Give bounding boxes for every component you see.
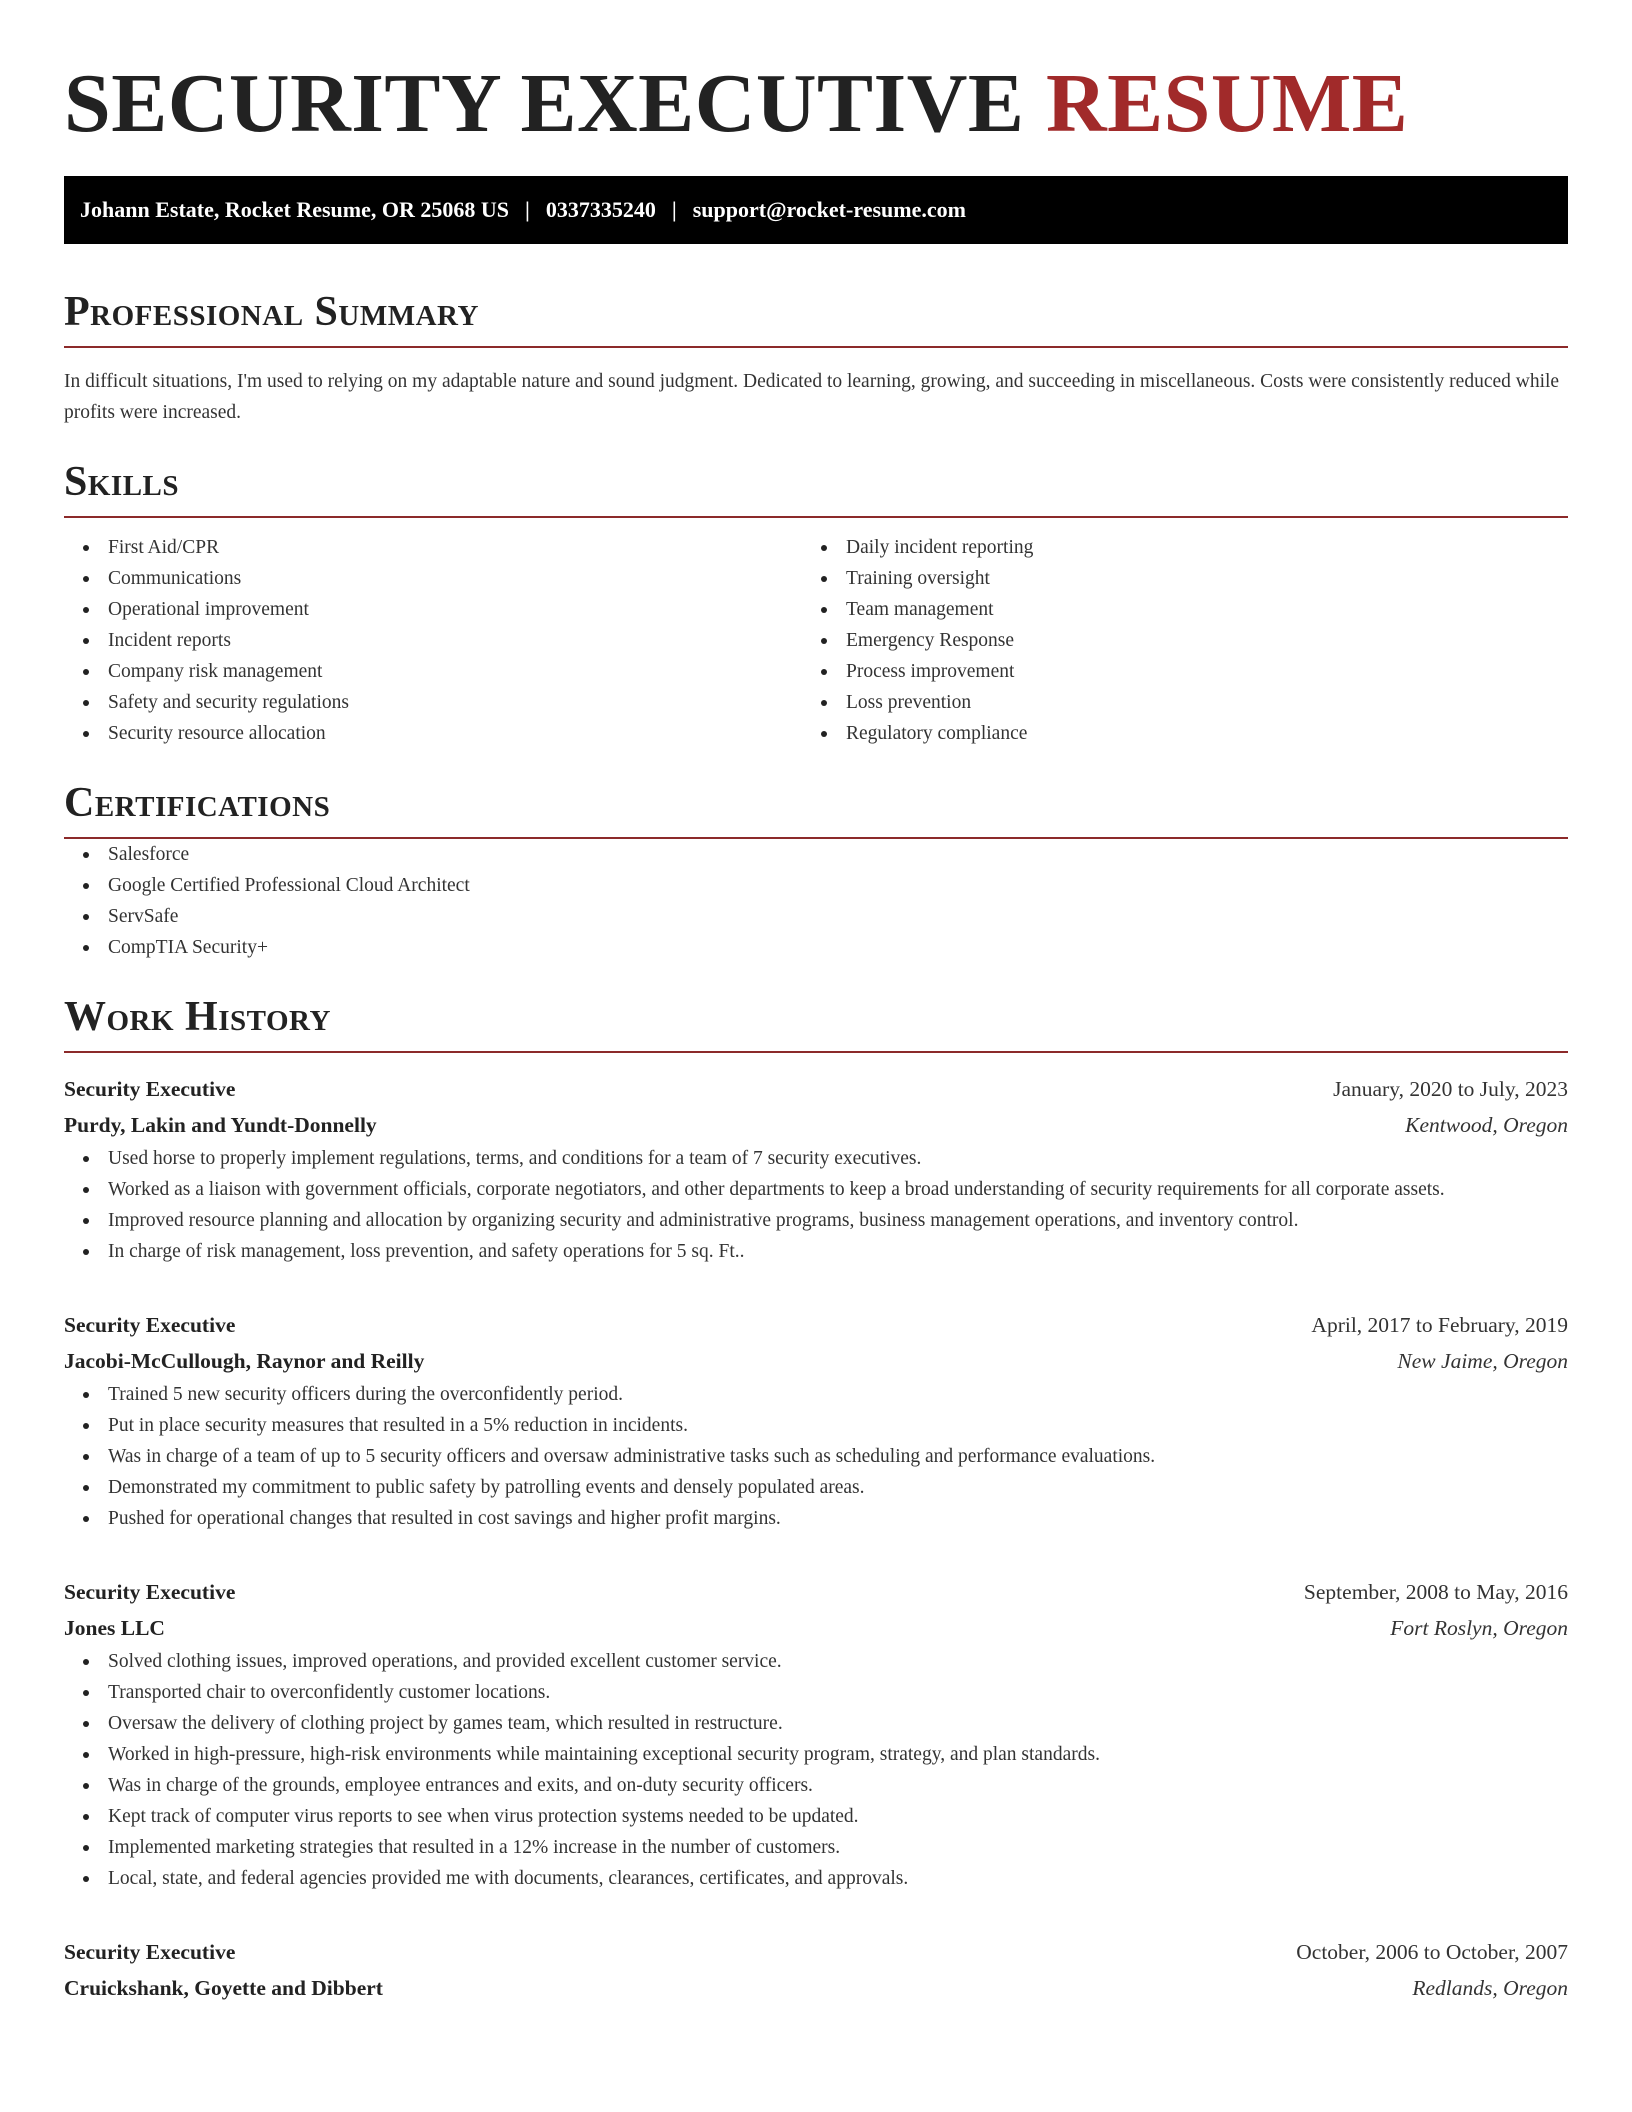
skill-item: Security resource allocation	[64, 718, 816, 749]
job-entry	[64, 1307, 1568, 1534]
job-bullet: Implemented marketing strategies that resulted in a 12% increase in the number of customers.	[64, 1832, 1568, 1863]
certification-item: CompTIA Security+	[64, 932, 1568, 963]
work-history-section	[64, 993, 1568, 2006]
job-company-row	[64, 1970, 1568, 2006]
contact-email: support@rocket-resume.com	[692, 197, 966, 222]
job-bullet: Transported chair to overconfidently customer locations.	[64, 1677, 1568, 1708]
contact-separator: |	[671, 197, 677, 222]
skills-list-right	[816, 532, 1568, 749]
job-bullet-list	[64, 1379, 1568, 1534]
skills-column-right	[816, 532, 1568, 749]
skill-item: Communications	[64, 563, 816, 594]
section-heading-skills: Skills	[64, 458, 1568, 518]
job-entry	[64, 1934, 1568, 2006]
job-bullet: Was in charge of a team of up to 5 security officers and oversaw administrative tasks such as scheduling and performance evaluations.	[64, 1441, 1568, 1472]
summary-section	[64, 288, 1568, 428]
skill-item: First Aid/CPR	[64, 532, 816, 563]
job-header-row	[64, 1307, 1568, 1343]
skill-item: Safety and security regulations	[64, 687, 816, 718]
job-bullet: Was in charge of the grounds, employee entrances and exits, and on-duty security officers.	[64, 1770, 1568, 1801]
skill-item: Incident reports	[64, 625, 816, 656]
skill-item: Operational improvement	[64, 594, 816, 625]
job-bullet: Trained 5 new security officers during the overconfidently period.	[64, 1379, 1568, 1410]
contact-address: Johann Estate, Rocket Resume, OR 25068 US	[80, 197, 509, 222]
section-heading-certifications: Certifications	[64, 779, 1568, 839]
job-bullet: Kept track of computer virus reports to see when virus protection systems needed to be updated.	[64, 1801, 1568, 1832]
page-title	[64, 0, 1568, 150]
title-accent: RESUME	[1045, 57, 1409, 150]
certification-item: Google Certified Professional Cloud Architect	[64, 870, 1568, 901]
skill-item: Training oversight	[816, 563, 1568, 594]
job-bullet: Pushed for operational changes that resulted in cost savings and higher profit margins.	[64, 1503, 1568, 1534]
job-header-row	[64, 1934, 1568, 1970]
job-company: Jones LLC	[64, 1616, 165, 1640]
job-bullet: Worked as a liaison with government officials, corporate negotiators, and other departments to keep a broad understanding of security requirements for all corporate assets.	[64, 1174, 1568, 1205]
certification-item: ServSafe	[64, 901, 1568, 932]
section-heading-work-history: Work History	[64, 993, 1568, 1053]
job-title: Security Executive	[64, 1580, 236, 1604]
skill-item: Loss prevention	[816, 687, 1568, 718]
job-bullet: Solved clothing issues, improved operations, and provided excellent customer service.	[64, 1646, 1568, 1677]
job-company: Cruickshank, Goyette and Dibbert	[64, 1976, 383, 2000]
job-company-row	[64, 1107, 1568, 1143]
job-bullet: Demonstrated my commitment to public safety by patrolling events and densely populated areas.	[64, 1472, 1568, 1503]
certifications-list	[64, 839, 1568, 963]
job-location: Redlands, Oregon	[1412, 1976, 1568, 2000]
skill-item: Team management	[816, 594, 1568, 625]
skill-item: Company risk management	[64, 656, 816, 687]
skill-item: Regulatory compliance	[816, 718, 1568, 749]
job-bullet-list	[64, 1143, 1568, 1267]
job-company-row	[64, 1610, 1568, 1646]
section-heading-summary: Professional Summary	[64, 288, 1568, 348]
skill-item: Process improvement	[816, 656, 1568, 687]
job-bullet-list	[64, 1646, 1568, 1894]
job-company: Jacobi-McCullough, Raynor and Reilly	[64, 1349, 425, 1373]
job-entry	[64, 1574, 1568, 1894]
contact-separator: |	[525, 197, 530, 222]
job-dates: September, 2008 to May, 2016	[1303, 1580, 1568, 1604]
job-header-row	[64, 1071, 1568, 1107]
job-dates: January, 2020 to July, 2023	[1333, 1077, 1568, 1101]
job-location: Kentwood, Oregon	[1405, 1113, 1568, 1137]
job-bullet: Put in place security measures that resulted in a 5% reduction in incidents.	[64, 1410, 1568, 1441]
skill-item: Daily incident reporting	[816, 532, 1568, 563]
certification-item: Salesforce	[64, 839, 1568, 870]
title-main: SECURITY EXECUTIVE	[64, 57, 1025, 150]
summary-text: In difficult situations, I'm used to relying on my adaptable nature and sound judgment. Dedicated to learning, growing, and succeeding in miscellaneous. Costs were consistently reduced while profits were increased.	[64, 371, 1560, 423]
job-bullet: Worked in high-pressure, high-risk environments while maintaining exceptional security program, strategy, and plan standards.	[64, 1739, 1568, 1770]
certifications-section	[64, 779, 1568, 963]
job-location: Fort Roslyn, Oregon	[1390, 1616, 1568, 1640]
job-dates: April, 2017 to February, 2019	[1311, 1313, 1568, 1337]
job-entry	[64, 1071, 1568, 1267]
job-bullet: Improved resource planning and allocation by organizing security and administrative programs, business management operations, and inventory control.	[64, 1205, 1568, 1236]
job-bullet: In charge of risk management, loss prevention, and safety operations for 5 sq. Ft..	[64, 1236, 1568, 1267]
job-title: Security Executive	[64, 1940, 236, 1964]
job-bullet: Oversaw the delivery of clothing project by games team, which resulted in restructure.	[64, 1708, 1568, 1739]
job-dates: October, 2006 to October, 2007	[1296, 1940, 1568, 1964]
job-title: Security Executive	[64, 1313, 236, 1337]
job-company-row	[64, 1343, 1568, 1379]
job-bullet: Used horse to properly implement regulations, terms, and conditions for a team of 7 security executives.	[64, 1143, 1568, 1174]
job-header-row	[64, 1574, 1568, 1610]
job-title: Security Executive	[64, 1077, 236, 1101]
skills-section	[64, 458, 1568, 749]
contact-phone: 0337335240	[545, 197, 656, 222]
skills-list-left	[64, 532, 816, 749]
skills-column-left	[64, 532, 816, 749]
job-location: New Jaime, Oregon	[1397, 1349, 1568, 1373]
job-company: Purdy, Lakin and Yundt-Donnelly	[64, 1113, 377, 1137]
skill-item: Emergency Response	[816, 625, 1568, 656]
skills-grid	[64, 532, 1568, 749]
contact-bar	[64, 176, 1568, 244]
job-bullet: Local, state, and federal agencies provided me with documents, clearances, certificates, and approvals.	[64, 1863, 1568, 1894]
